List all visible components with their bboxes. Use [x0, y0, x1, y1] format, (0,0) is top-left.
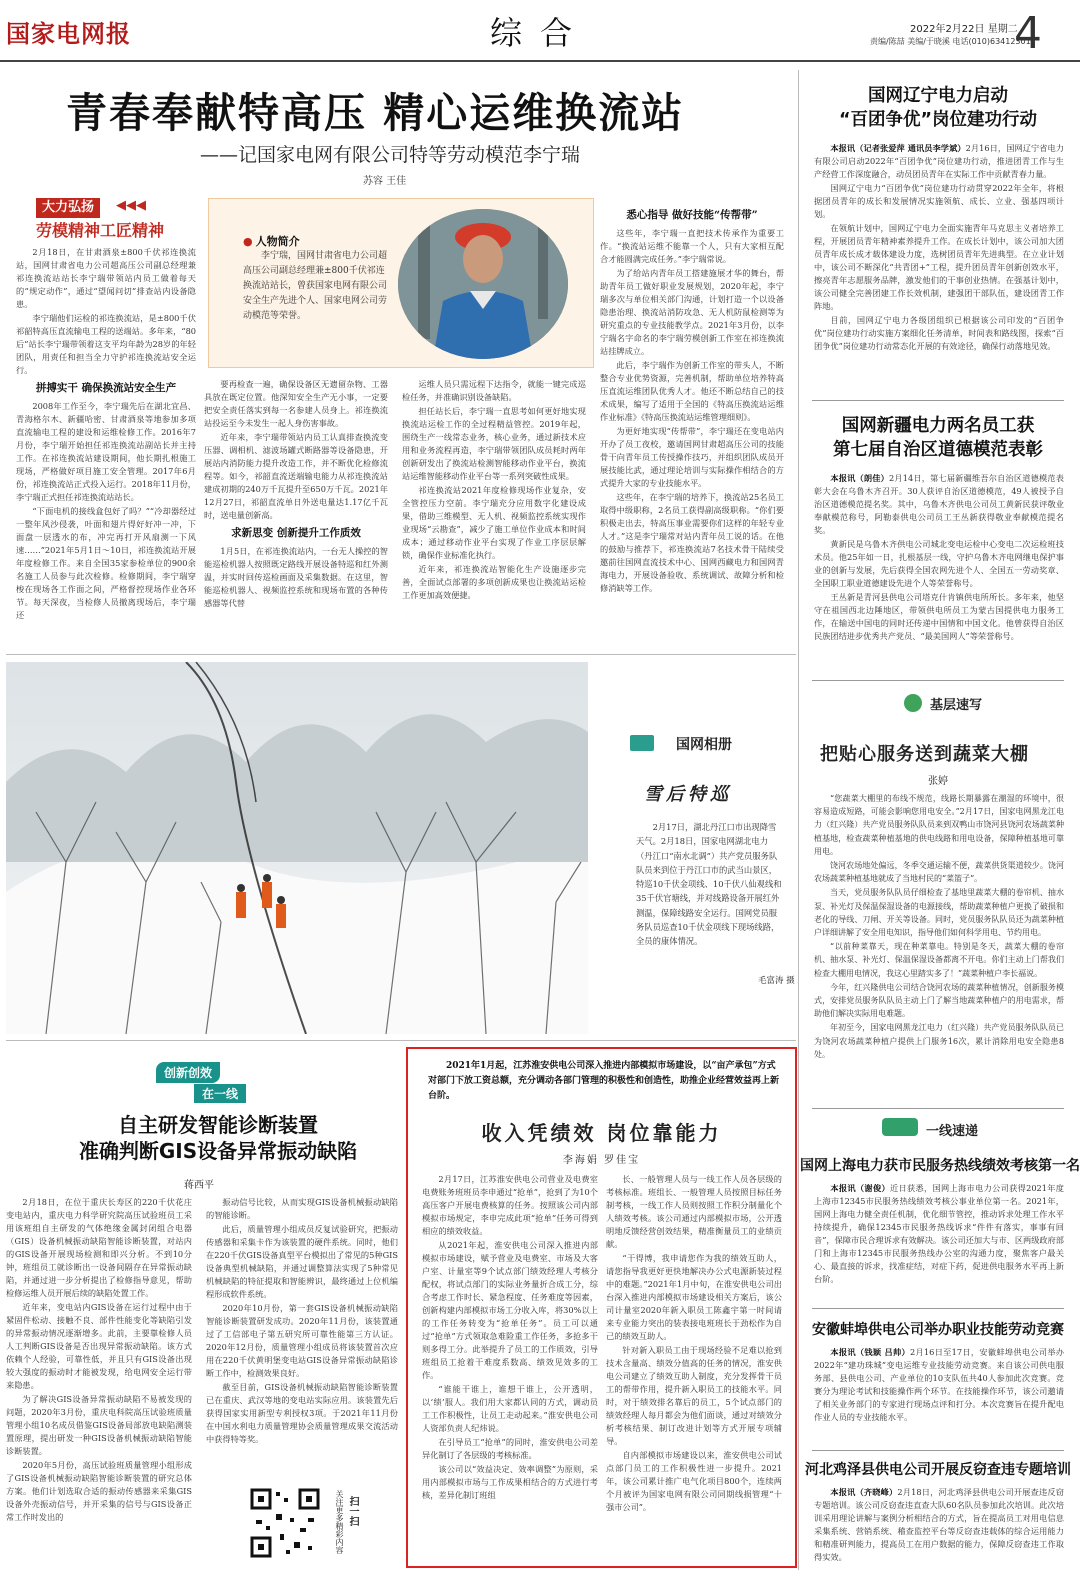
- editor-credits: 责编/陈喆 美编/于晓溪 电话(010)63412301: [870, 37, 1031, 46]
- gis-author: 蒋西平: [184, 1180, 214, 1191]
- xinjiang-headline: 国网新疆电力两名员工获 第七届自治区道德模范表彰: [833, 416, 1043, 460]
- right-rule-1: [812, 400, 1064, 401]
- anhui-headline: 安徽蚌埠供电公司举办职业技能劳动竞赛: [812, 1322, 1064, 1338]
- grassroots-article: “您蔬菜大棚里的布线不规范，线路长期暴露在潮湿的环境中，很容易造成短路，可能会影响您用电安全。”2月17日，国家电网黑龙江电力（红兴隆）共产党员服务队队员来到双鸭山市饶河县饶河农场蔬菜种植基地，检查蔬菜种植基地的供电线路和用电设备，保障种植基地可靠用电。 饶河农场地处偏远，冬季交通运输不便，蔬菜供货渠道较少。饶河农场蔬菜种植基地就成了当地村民的“菜篮子”。 当天，党员服务队队员仔细检查了基地里蔬菜大棚的卷帘机、抽水泵、补光灯及保温保湿设备的电源接线，帮助蔬菜种植户更换了破损和老化的导线、刀闸、开关等设备。同时，党员服务队队员还为蔬菜种植户详细讲解了安全用电知识，指导他们如何科学用电、节约用电。 “以前种菜靠天，现在种菜靠电。特别是冬天，蔬菜大棚的卷帘机、抽水泵、补光灯、保温保湿设备都离不开电。你们主动上门帮我们检查大棚用电情况，我这心里踏实多了！”蔬菜种植户李长福说。 今年，红兴隆供电公司结合饶河农场的蔬菜种植情况，创新服务模式，安排党员服务队队员主动上门了解当地蔬菜种植户的用电需求，帮助他们解决实际用电难题。 年初至今，国家电网黑龙江电力（红兴隆）共产党员服务队队员已为饶河农场蔬菜种植户提供上门服务16次，累计消除用电安全隐患8处。: [814, 794, 1064, 1059]
- lead-byline: 苏容 王佳: [363, 176, 407, 187]
- lead-column-2: 要再检查一遍，确保设备区无遗留杂物、工器具放在既定位置。他深知安全生产无小事，一定要把安全责任落实到每一名参建人员身上。祁连换流站投运至今未发生一起人身伤害事故。 近年来，李宁瑞带领站内员工认真排查换流变压器、调相机、滤波场罐式断路器等设备隐患，开展站内消防能力提升改造工作，并不断优化检修流程等。如今，祁韶直流送端输电能力从祁连换流站建成初期的240万千瓦提升至650万千瓦。2021年12月27日，祁韶直流单日外送电量达1.17亿千瓦时，送电量创新高。 求新思变 创新提升工作质效 1月5日，在祁连换流站内，一台无人操控的智能巡检机器人按照既定路线开展设备特巡和红外测温，并实时回传巡检画面及采集数据。在这里，智能巡检机器人、视频监控系统和现场布置的各种传感器等代替: [204, 379, 388, 608]
- tag-top-label: 大力弘扬: [36, 198, 100, 218]
- right-rule-2: [812, 680, 1064, 681]
- gis-column-1: 2月18日，在位于重庆长寿区的220千伏花庄变电站内，重庆电力科学研究院高压试验班员工采用该班组自主研发的气体绝缘金属封闭组合电器（GIS）设备机械振动缺陷智能诊断装置，对站内的GIS设备开展现场检测和即兴分析。不到10分钟，班组员工就诊断出一设备间隔存在异常振动缺陷，并通过进一步分析提出了检修指导意见，帮助检修运维人员开展后续的缺陷处置工作。 近年来，变电站内GIS设备在运行过程中由于紧固件松动、接触不良、部件性能变化等缺陷引发的异常振动情况逐渐增多。此前，主要靠检修人员人工判断GIS设备是否出现异常振动缺陷。该方式依赖个人经验，可靠性低，并且只有GIS设备出现较大强度的振动时才能被发现，给电网安全运行带来隐患。 为了解决GIS设备异常振动缺陷不易被发现的问题，2020年3月份，重庆电科院高压试验班质量管理小组10名成员借鉴GIS设备局部放电缺陷测装置原理，提出研发一种GIS设备机械振动缺陷智能诊断装置。 2020年5月份，高压试验班质量管理小组形成了GIS设备机械振动缺陷智能诊断装置的研究总体方案。他们计划选取合适的振动传感器来采集GIS设备外壳振动信号，并开采集的信号与GIS设备正常工作时发出的: [6, 1197, 192, 1522]
- lead-headline: 青春奉献特高压 精心运维换流站: [66, 89, 685, 137]
- shanghai-headline: 国网上海电力获市民服务热线绩效考核第一名: [800, 1158, 1080, 1174]
- lead-section-heading-2: 求新思变 创新提升工作质效: [231, 527, 361, 539]
- xinjiang-article: 本报讯（朗佳）2月14日，第七届新疆维吾尔自治区道德模范表彰大会在乌鲁木齐召开。30人获评自治区道德模范，49人被授予自治区道德模范提名奖。其中，乌鲁木齐供电公司员工黄新民获评敬业奉献模范称号，阿勒泰供电公司员工王丛新获得敬业奉献模范提名奖。 黄新民是乌鲁木齐供电公司城北变电运检中心变电二次运检班技术员。他25年如一日，扎根基层一线，守护乌鲁木齐电网继电保护事业的创新与发展，先后获得全国农网先进个人、全国五一劳动奖章、全国职工职业道德建设先进个人等荣誉称号。 王丛新是青河县供电公司塔克什肯镇供电所所长。多年来，他坚守在祖国西北边陲地区，带领供电所员工为蒙古国提供电力服务工作，在输送中国电的同时还传递中国情和中国文化。他曾获得自治区民族团结进步优秀共产党员、“最美国网人”等荣誉称号。: [814, 473, 1064, 641]
- innovation-tag-bottom: 在一线: [194, 1084, 246, 1103]
- masthead: [0, 0, 1080, 62]
- performance-author: 李海娟 罗佳宝: [562, 1155, 641, 1166]
- performance-story-box: [406, 1047, 797, 1568]
- lead-subheadline: ——记国家电网有限公司特等劳动模范李宁瑞: [200, 144, 581, 166]
- lead-column-3: 运维人员只需远程下达指令，就能一键完成巡检任务，并准确识别设备缺陷。 担任站长后，李宁瑞一直思考如何更好地实现换流站运检工作的全过程精益管控。2019年起，围绕生产一线常态业务，核心业务，通过新技术应用和业务流程再造，李宁瑞带领团队成员耗时两年创新研发出了换流站检测智能移动作业平台，换流站运维智能移动作业平台等一系列突破性成果。 祁连换流站2021年度检修现场作业复杂，安全管控压力空前。李宁瑞充分应用数字化建设成果，借助三维模型、无人机、视频监控系统实现作业现场“云勘查”，减少了施工单位作业成本和时间成本；通过移动作业平台实现了作业工序层层解锁，确保作业标准化执行。 近年来，祁连换流站智能化生产设施逐步完善，全面试点部署的多项创新成果也让换流站运检工作更加高效便捷。: [402, 379, 586, 600]
- innovation-tag: [156, 1062, 272, 1102]
- newspaper-logo: 国家电网报: [6, 20, 131, 48]
- right-rule-3: [812, 1108, 1064, 1109]
- model-worker-tag: [16, 198, 196, 242]
- album-heading: 国网相册: [676, 737, 732, 753]
- issue-date: 2022年2月22日 星期二: [910, 24, 1018, 35]
- hebei-headline: 河北鸡泽县供电公司开展反窃查违专题培训: [805, 1462, 1071, 1478]
- grassroots-author: 张婷: [928, 776, 948, 787]
- profile-heading: ● 人物简介: [243, 233, 300, 249]
- album-caption: 2月17日，湖北丹江口市出现降雪天气。2月18日，国家电网湖北电力（丹江口“南水北调”）共产党员服务队队员来到位于丹江口市的武当山景区，特巡10千伏金项线、10千伏八仙观线和35千伏官塘线，并对线路设备开展红外测温，保障线路安全运行。国网党员服务队员巡查10千伏金项线下现场线路，全员的康体情况。: [636, 822, 782, 947]
- qr-code[interactable]: [250, 1488, 320, 1558]
- lead-section-heading: 拼搏实干 确保换流站安全生产: [35, 382, 177, 394]
- profile-box: [208, 198, 594, 368]
- express-heading: 一线速递: [926, 1124, 979, 1139]
- gis-headline: 自主研发智能诊断装置 准确判断GIS设备异常振动缺陷: [78, 1113, 358, 1163]
- right-rule-5: [812, 1450, 1064, 1451]
- page-number: 4: [1014, 8, 1042, 59]
- qr-scan-label: 扫一扫: [347, 1496, 358, 1526]
- liaoning-headline: 国网辽宁电力启动 “百团争优”岗位建功行动: [838, 86, 1037, 130]
- performance-column-1: 2月17日，江苏淮安供电公司营业及电费室电费账务班班员李申通过“抢单”，抢到了为10个高压客户开展电费核算的任务。按照该公司内部模拟市场规定，李申完成此项“抢单”任务可得到相应的绩效收益。 从2021年起，淮安供电公司深入推进内部模拟市场建设，赋予营业及电费室、市场及大客户室、计量室等9个试点部门绩效经理人考核分配权，将试点部门的实际业务量折合成工分，综合考虑工作时长、紧急程度、任务难度等因素，创新构建内部模拟市场工分收入库，将30%以上的工作任务转变为“抢单任务”。员工可以通过“抢单”方式领取急难险重工作任务，多抢多干则多得工分。此举提升了员工的工作质效，引导班组员工抢着干难度系数高、绩效见效多的工作。 “谁能干谁上，谁想干谁上，公开透明，以‘绩’服人。我们用大家都认同的方式，调动员工工作积极性，让员工走动起来。”淮安供电公司人资部负责人纪炜说。 在引导员工“抢单”的同时，淮安供电公司差异化制订了各层级的考核标准。 该公司以“效益决定、效率调整”为原则，采用内部模拟市场与工作成果相结合的方式进行考核，差异化制订班组: [422, 1174, 598, 1500]
- camera-icon: [630, 735, 654, 751]
- snow-patrol-photo: [6, 662, 588, 1034]
- innovation-tag-top: 创新创效: [156, 1062, 220, 1083]
- album-title: 雪后特巡: [644, 784, 732, 805]
- right-rule-4: [812, 1308, 1064, 1309]
- lead-column-4: 悉心指导 做好技能“传帮带” 这些年，李宁瑞一直把技术传承作为重要工作。“换流站运维不能靠一个人，只有大家相互配合才能圆满完成任务。”李宁瑞常说。 为了给站内青年员工搭建施展才华的舞台，帮助青年员工做好职业发展规划，2020年起，李宁瑞多次与单位相关部门沟通，计划打造一个以设备隐患治理、换流站消防攻急、无人机防鼠检测等为研究重点的专业技能教学点。2021年3月份，以李宁瑞名字命名的李宁瑞劳模创新工作室在祁连换流站挂牌成立。 此后，李宁瑞作为创新工作室的带头人，不断整合专业优势资源，完善机制，帮助单位培养特高压直流运维团队优秀人才。他还不断总结自己的技术成果，编写了适用于全国的《特高压换流站运维作业标准》《特高压换流站运维管理细则》。 为更好地实现“传帮带”，李宁瑞还在变电站内开办了员工夜校，邀请国网甘肃超高压公司的技能骨干向青年员工传授操作技巧，并组织团队成员开展技能比武，通过理论培训与实际操作相结合的方式提升大家的专业技能水平。 这些年，在李宁瑞的培养下，换流站25名员工取得中级职称，2名员工获得副高级职称。“你们要积极走出去，特高压事业需要你们这样的年轻专业人才。”这是李宁瑞常对站内青年员工说的话。在他的鼓励与推荐下，祁连换流站7名技术骨干陆续受邀前往国网直流技术中心、国网西藏电力和国网青海电力，开展设备验收、系统调试、故障分析和检修消缺等工作。: [600, 209, 784, 593]
- express-icon: [882, 1118, 918, 1136]
- photo-album-box: [592, 662, 804, 1034]
- profile-text: 李宁瑞，国网甘肃省电力公司超高压公司副总经理兼±800千伏祁连换流站站长，曾获国家电网有限公司安全生产先进个人、国家电网公司劳动模范等荣誉。: [243, 251, 388, 321]
- shanghai-article: 本报讯（谢俊）近日获悉，国网上海市电力公司获得2021年度上海市12345市民服务热线绩效考核公事业单位第一名。2021年，国网上海电力健全责任机制，优化细节管控，推动诉求处理工作水平持续提升，确保12345市民服务热线诉求“件件有落实，事事有回音”，保障市民合理诉求有效解决。该公司还加大与市、区两级政府部门和上海市12345市民服务热线办公室的沟通力度，聚焦客户最关心、最直接的诉求，找准症结，对症下药，促进供电服务水平再上新台阶。: [814, 1183, 1064, 1284]
- photo-credit: 毛富涛 摄: [758, 976, 795, 986]
- arrows-icon: ◀◀◀: [116, 198, 146, 213]
- leaf-icon: [904, 694, 922, 712]
- grassroots-heading: 基层速写: [930, 698, 983, 713]
- performance-lead: 2021年1月起，江苏淮安供电公司深入推进内部模拟市场建设，以“亩产承包”方式对部门下放工资总额，充分调动各部门管理的积极性和创造性，助推企业经营效益再上新台阶。: [428, 1061, 780, 1101]
- liaoning-article: 本报讯（记者张爱萍 通讯员李学斌）2月16日，国网辽宁省电力有限公司启动2022年“百团争优”岗位建功行动，推进团青工作与生产经营工作深度融合，动员团员青年在实际工作中贡献青春力量。 国网辽宁电力“百团争优”岗位建功行动贯穿2022年全年，将根据团员青年的成长和发展情况实施领航、成长、立业、强基四项计划。 在领航计划中，国网辽宁电力全面实施青年马克思主义者培养工程，开展团员青年精神素养提升工作。在成长计划中，该公司加大团员青年成长成才载体建设力度，选树团员青年先进典型。在立业计划中，该公司不断深化“共青团+”工程，提升团员青年创新创效水平，擦亮青年志愿服务品牌，激发他们的干事创业热情。在强基计划中，该公司健全完善团建工作长效机制，建强团干部队伍，建设团青工作阵地。 目前，国网辽宁电力各级团组织已根据该公司印发的“百团争优”岗位建功行动实施方案细化任务清单，时间表和路线图，探索“百团争优”岗位建功行动常态化开展的有效途径，确保行动落地见效。: [814, 143, 1064, 351]
- hebei-article: 本报讯（齐晓峰）2月18日，河北鸡泽县供电公司开展查违反窃专题培训。该公司反窃查违直查大队60名队员参加此次培训。此次培训采用理论讲解与案例分析相结合的方式，旨在提高员工对用电信息采集系统、营销系统、稽查监控平台等反窃查违载体的综合运用能力和精准研判能力，提高员工在用户数据的能力，保障反窃查违工作取得实效。: [814, 1487, 1064, 1562]
- performance-column-2: 长、一般管理人员与一线工作人员各层级的考核标准。班组长、一般管理人员按照目标任务制考核，一线工作人员则按照工作积分制量化个人绩效考核。该公司通过内部模拟市场，公开透明地反馈经营创效结果，精准衡量员工的业绩贡献。 “干得博，我申请您作为我的绩效互助人，请您指导我更好更快地解决办公式电源新装过程中的难题。”2021年1月中旬，在淮安供电公司出台深入推进内部模拟市场建设相关方案后，该公司计量室2020年新入职员工陈鑫宇第一时间请来专业能力突出的装表接电班班长于劲松作为自己的绩效互助人。 针对新入职员工由于现场经验不足难以抢到技术含量高、绩效分值高的任务的情况，淮安供电公司建立了绩效互助人制度，充分发挥骨干员工的帮带作用，提升新入职员工的技能水平。同时，对于绩效排名靠后的员工，5个试点部门的绩效经理人每月都会为他们面谈，通过对绩效分析考核结果、制订改进计划等方式开展专项辅导。 自内部模拟市场建设以来，淮安供电公司试点部门员工的工作积极性进一步提升。2021年，该公司累计推广电气化项目800个，连续两个月被评为国家电网有限公司同期线损管理“十强市公司”。: [606, 1174, 782, 1512]
- tag-bottom-label: 劳模精神工匠精神: [36, 221, 165, 240]
- lead-column-1: 2月18日，在甘肃酒泉±800千伏祁连换流站，国网甘肃省电力公司超高压公司副总经理兼祁连换流站站长李宁瑞带领站内员工做着每天的“规定动作”，通过“望闻问切”排查站内设备隐患。 李宁瑞他们运检的祁连换流站，是±800千伏祁韶特高压直流输电工程的送端站。多年来，“80后”站长李宁瑞带领着这支平均年龄为28岁的年轻团队，用责任和担当全力守护祁连换流站安全运行。 拼搏实干 确保换流站安全生产 2008年工作至今，李宁瑞先后在湖北宜昌、青海格尔木、新疆哈密、甘肃酒泉等地参加多项直流输电工程的建设和运维检修工作。2016年7月份，李宁瑞开始担任祁连换流站副站长并主持工作。在祁连换流站建设期间，他长期扎根施工现场，严格做好项目施工安全管理。2017年6月份，祁连换流站正式投入运行。2018年11月份，李宁瑞正式担任祁连换流站站长。 “下面电机的接线盒包好了吗？”“冷却器经过一整年风沙侵袭，叶面和翅片得好好冲一冲，下面盘一层透水的布，冲完再打开风扇测一下风速……”2021年5月1日～10日，祁连换流站开展年度检修工作。来自全国35家参检单位的900余名施工人员参与此次检修。检修期间，李宁瑞穿梭在现场各工作面之间，严格督控现场作业各环节。每天深夜，当检修人员撤离现场后，李宁瑞还: [16, 247, 196, 620]
- anhui-article: 本报讯（钱颖 吕帅）2月16日至17日，安徽蚌埠供电公司举办2022年“建功珠城”变电运维专业技能劳动竞赛。来自该公司供电服务部、县供电公司、产业单位的10支队伍共40人参加此次竞赛。竞赛分为理论考试和技能操作两个环节。在技能操作环节，该公司邀请了相关业务部门的专家进行现场点评和打分。本次竞赛旨在提升配电作业人员的专业技能水平。: [814, 1347, 1064, 1422]
- section-name: 综合: [490, 14, 591, 52]
- lead-section-heading-3: 悉心指导 做好技能“传帮带”: [626, 209, 758, 221]
- section-rule: [6, 654, 796, 655]
- section-rule-2: [6, 1040, 796, 1041]
- qr-label: 关注更多精彩内容: [335, 1490, 344, 1554]
- portrait-photo: [398, 209, 568, 359]
- gis-column-2: 振动信号比较，从而实现GIS设备机械振动缺陷的智能诊断。 此后，质量管理小组成员反复试验研究，把振动传感器和采集卡作为该装置的硬件系统。同时，他们在220千伏GIS设备真型平台模拟出了常见的5种GIS设备典型机械缺陷，并通过调整算法实现了5种常见机械缺陷的特征提取和智能辨识，最终通过上位机编程形成软件系统。 2020年10月份，第一套GIS设备机械振动缺陷智能诊断装置研发成功。2020年11月份，该装置通过了工信部电子第五研究所可靠性能第三方认证。2020年12月份，质量管理小组成员将该装置首次应用在220千伏黄明堡变电站GIS设备异常振动缺陷诊断工作中，检测效果良好。 截至目前，GIS设备机械振动缺陷智能诊断装置已在重庆、武汉等地的变电站实际应用。该装置先后获得国家实用新型专利授权3项。于2021年11月份在中国水利电力质量管理协会质量管理成果交流活动中获得特等奖。: [206, 1197, 398, 1444]
- grassroots-headline: 把贴心服务送到蔬菜大棚: [820, 744, 1029, 765]
- performance-headline: 收入凭绩效 岗位靠能力: [481, 1121, 722, 1145]
